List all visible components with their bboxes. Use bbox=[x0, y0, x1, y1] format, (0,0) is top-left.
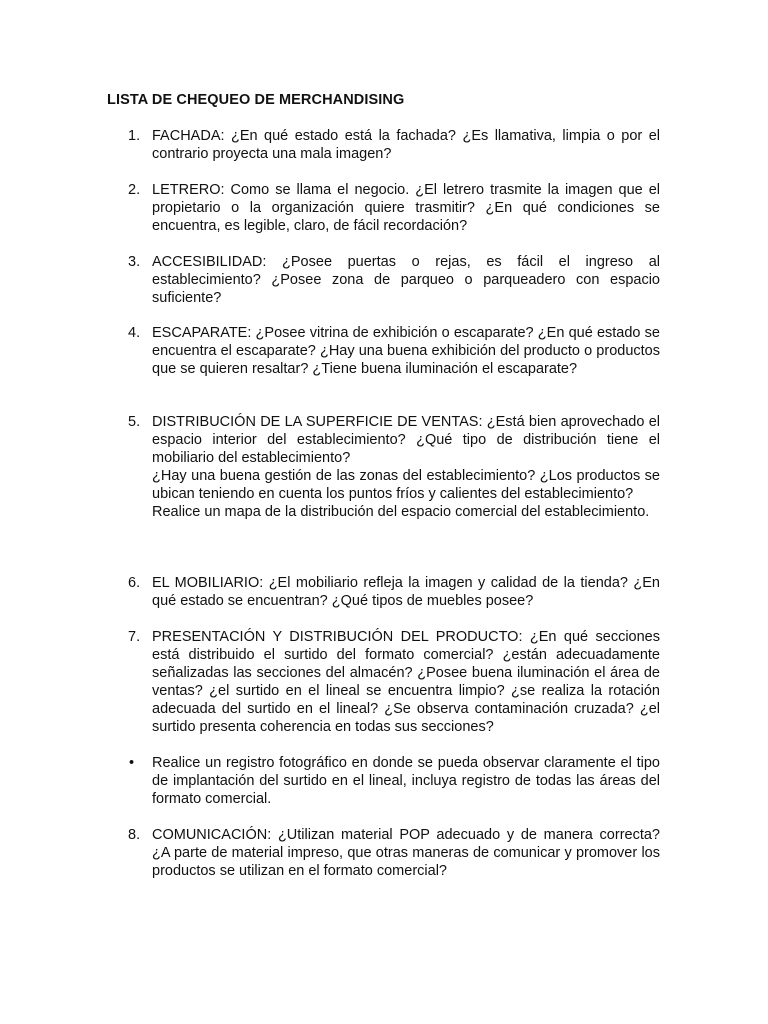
item-text bbox=[152, 324, 660, 378]
item-number: 2. bbox=[128, 182, 141, 198]
item-text bbox=[152, 181, 660, 235]
item-text bbox=[152, 574, 660, 610]
item-paragraph: COMUNICACIÓN: ¿Utilizan material POP adecuado y de manera correcta? ¿A parte de material impreso, que otras maneras de comunicar y promover los productos se utilizan en el formato comercial? bbox=[152, 827, 660, 879]
item-paragraph: ¿Hay una buena gestión de las zonas del establecimiento? ¿Los productos se ubican teniendo en cuenta los puntos fríos y calientes del establecimiento? bbox=[152, 468, 660, 502]
item-text bbox=[152, 413, 660, 521]
document-title: LISTA DE CHEQUEO DE MERCHANDISING bbox=[107, 92, 405, 108]
item-number: 6. bbox=[128, 575, 141, 591]
item-paragraph: DISTRIBUCIÓN DE LA SUPERFICIE DE VENTAS: ¿Está bien aprovechado el espacio interior del establecimiento? ¿Qué tipo de distribución tiene el mobiliario del establecimiento? bbox=[152, 414, 660, 466]
bullet-icon: • bbox=[129, 755, 135, 771]
item-number: 1. bbox=[128, 128, 141, 144]
item-paragraph: FACHADA: ¿En qué estado está la fachada? ¿Es llamativa, limpia o por el contrario proyecta una mala imagen? bbox=[152, 128, 660, 162]
item-paragraph: ESCAPARATE: ¿Posee vitrina de exhibición o escaparate? ¿En qué estado se encuentra el escaparate? ¿Hay una buena exhibición del producto o productos que se quieren resaltar? ¿Tiene buena iluminación el escaparate? bbox=[152, 325, 660, 377]
item-paragraph: Realice un mapa de la distribución del espacio comercial del establecimiento. bbox=[152, 504, 650, 520]
item-paragraph: PRESENTACIÓN Y DISTRIBUCIÓN DEL PRODUCTO: ¿En qué secciones está distribuido el surtido del formato comercial? ¿están adecuadamente señalizadas las secciones del almacén? ¿Posee buena iluminación el área de ventas? ¿el surtido en el lineal se encuentra limpio? ¿se realiza la rotación adecuada del surtido en el lineal? ¿Se observa contaminación cruzada? ¿el surtido presenta coherencia en todas sus secciones? bbox=[152, 629, 660, 735]
item-text bbox=[152, 826, 660, 880]
item-number: 5. bbox=[128, 414, 141, 430]
item-paragraph: EL MOBILIARIO: ¿El mobiliario refleja la imagen y calidad de la tienda? ¿En qué estado se encuentran? ¿Qué tipos de muebles posee? bbox=[152, 575, 660, 609]
item-text bbox=[152, 253, 660, 307]
item-text bbox=[152, 127, 660, 163]
item-paragraph: LETRERO: Como se llama el negocio. ¿El letrero trasmite la imagen que el propietario o la organización quiere trasmitir? ¿En qué condiciones se encuentra, es legible, claro, de fácil recordación? bbox=[152, 182, 660, 234]
item-number: 8. bbox=[128, 827, 141, 843]
item-paragraph: ACCESIBILIDAD: ¿Posee puertas o rejas, es fácil el ingreso al establecimiento? ¿Posee zona de parqueo o parqueadero con espacio suficiente? bbox=[152, 254, 660, 306]
item-number: 3. bbox=[128, 254, 141, 270]
item-text bbox=[152, 754, 660, 808]
item-number: 7. bbox=[128, 629, 141, 645]
item-number: 4. bbox=[128, 325, 141, 341]
item-paragraph: Realice un registro fotográfico en donde se pueda observar claramente el tipo de implantación del surtido en el lineal, incluya registro de todas las áreas del formato comercial. bbox=[152, 755, 660, 807]
item-text bbox=[152, 628, 660, 736]
